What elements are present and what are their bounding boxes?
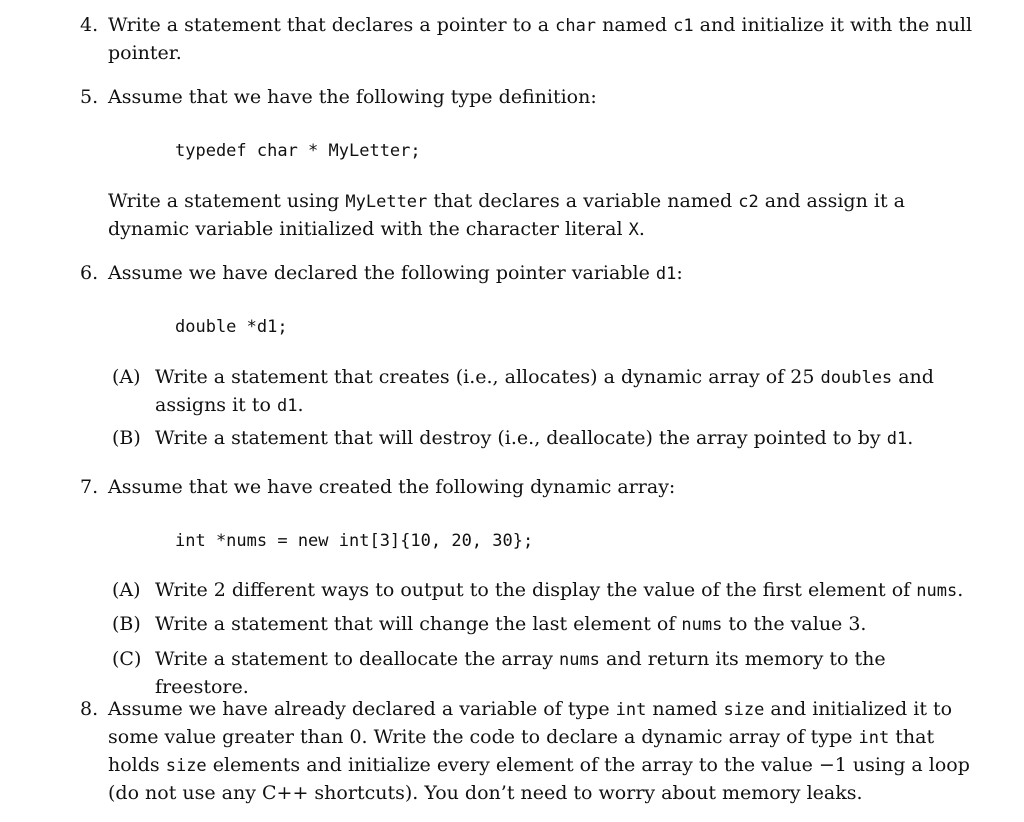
subquestion-label: (A) [112,366,141,388]
code-block: int *nums = new int[3]{10, 20, 30}; [175,531,534,551]
code-block: typedef char * MyLetter; [175,141,421,161]
subquestion-text: Write a statement that creates (i.e., allocates) a dynamic array of 25 doubles and assigns it to d1. [155,366,934,416]
subquestion-6a [112,364,977,420]
question-intro: Assume that we have the following type definition: [108,86,597,108]
subquestion-label: (A) [112,579,141,601]
code-block: double *d1; [175,317,288,337]
subquestion-text: Write a statement to deallocate the array nums and return its memory to the freestore. [155,648,886,698]
question-text: Assume we have already declared a variable of type int named size and initialized it to some value greater than 0. Write the code to declare a dynamic array of type int that holds size elements and initialize every element of the array to the value −1 using a loop (do not use any C++ shortcuts). You don’t need to worry about memory leaks. [108,698,970,804]
subquestion-text: Write a statement that will change the last element of nums to the value 3. [155,613,867,635]
subquestion-text: Write a statement that will destroy (i.e., deallocate) the array pointed to by d1. [155,427,914,449]
question-number: 7. [80,476,99,498]
subquestion-text: Write 2 different ways to output to the display the value of the first element of nums. [155,579,964,601]
question-text: Write a statement using MyLetter that declares a variable named c2 and assign it a dynamic variable initialized with the character literal X. [108,190,905,240]
question-6 [80,260,975,288]
question-5-text [80,188,975,244]
question-7 [80,474,975,501]
question-number: 4. [80,14,99,36]
question-text: Write a statement that declares a pointer to a char named c1 and initialize it with the null pointer. [108,14,973,64]
question-intro: Assume we have declared the following pointer variable d1: [108,262,683,284]
question-8 [80,696,975,807]
subquestion-6b [112,425,977,453]
question-number: 5. [80,86,99,108]
subquestion-label: (B) [112,613,141,635]
question-4 [80,12,975,67]
subquestion-label: (B) [112,427,141,449]
subquestion-label: (C) [112,648,142,670]
subquestion-7a [112,577,977,605]
subquestion-7c [112,646,977,701]
question-5 [80,84,975,111]
question-intro: Assume that we have created the following dynamic array: [108,476,676,498]
subquestion-7b [112,611,977,639]
question-number: 8. [80,698,99,720]
question-number: 6. [80,262,99,284]
